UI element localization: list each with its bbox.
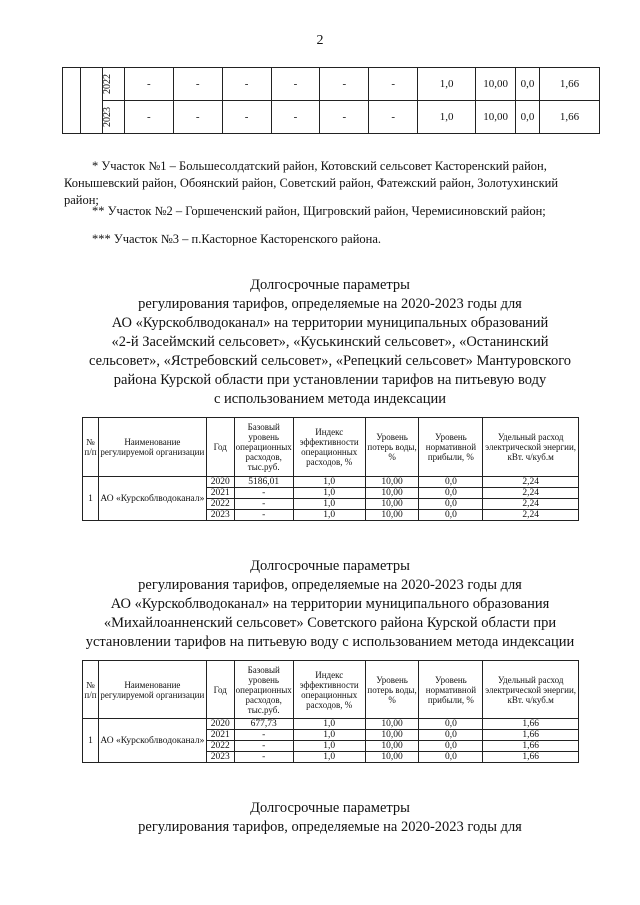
base-cell: 5186,01 [234,477,293,488]
year-cell: 2021 [206,730,234,741]
base-cell: - [234,741,293,752]
table-row [63,101,600,134]
table-row [83,477,579,488]
table-row [83,719,579,730]
base-cell: - [234,752,293,763]
energy-cell: 1,66 [483,752,579,763]
footnote-3: *** Участок №3 – п.Касторное Касторенского района. [92,232,382,246]
footnote-2: ** Участок №2 – Горшеченский район, Щигровский район, Черемисиновский район; [92,204,546,218]
loss-cell: 10,00 [365,510,419,521]
value-cell: 0,0 [516,101,540,134]
table-row [63,68,600,101]
col-header: Уровень потерь воды, % [365,418,419,477]
col-header: Индекс эффективности операционных расходов, % [293,418,365,477]
profit-cell: 0,0 [419,488,483,499]
base-cell: 677,73 [234,719,293,730]
year-cell: 2020 [206,719,234,730]
year-cell: 2022 [206,499,234,510]
index-cell: 1,0 [293,752,365,763]
col-header: Уровень потерь воды, % [365,661,419,719]
col-header: № п/п [83,418,99,477]
energy-cell: 2,24 [483,499,579,510]
value-cell: - [320,101,369,134]
index-cell: 1,0 [293,719,365,730]
value-cell: 1,0 [418,68,476,101]
index-cell: 1,0 [293,499,365,510]
top-continuation-table [62,67,600,134]
index-cell: 1,0 [293,488,365,499]
index-cell: 1,0 [293,510,365,521]
loss-cell: 10,00 [365,730,419,741]
value-cell: 0,0 [516,68,540,101]
col-header: Наименование регулируемой организации [98,661,206,719]
value-cell: - [124,101,173,134]
section3-title: Долгосрочные параметры регулирования тарифов, определяемые на 2020-2023 годы для [138,800,522,835]
base-cell: - [234,488,293,499]
year-cell: 2023 [206,752,234,763]
col-header: Базовый уровень операционных расходов, тыс.руб. [234,418,293,477]
loss-cell: 10,00 [365,477,419,488]
table-header-row [83,418,579,477]
col-header: Уровень нормативной прибыли, % [419,418,483,477]
value-cell: - [173,68,222,101]
year-cell: 2022 [102,68,124,101]
profit-cell: 0,0 [419,730,483,741]
index-cell: 1,0 [293,477,365,488]
profit-cell: 0,0 [419,499,483,510]
col-header: Удельный расход электрической энергии, кВт. ч/куб.м [483,418,579,477]
profit-cell: 0,0 [419,719,483,730]
value-cell: - [124,68,173,101]
empty-cell [80,68,102,134]
value-cell: - [173,101,222,134]
energy-cell: 1,66 [483,741,579,752]
page-number: 2 [316,33,324,48]
footnote-1: * Участок №1 – Большесолдатский район, Котовский сельсовет Касторенский район, Конышевский район, Обоянский район, Советский район, Фатежский район, Золотухинский район; [64,159,559,207]
col-header: Индекс эффективности операционных расходов, % [293,661,365,719]
base-cell: - [234,510,293,521]
col-header: Год [206,661,234,719]
value-cell: - [369,101,418,134]
energy-cell: 2,24 [483,510,579,521]
col-header: Наименование регулируемой организации [98,418,206,477]
value-cell: 1,0 [418,101,476,134]
value-cell: - [222,68,271,101]
energy-cell: 2,24 [483,488,579,499]
energy-cell: 1,66 [483,730,579,741]
loss-cell: 10,00 [365,741,419,752]
energy-cell: 1,66 [483,719,579,730]
row-number: 1 [83,477,99,521]
value-cell: - [271,101,320,134]
value-cell: - [320,68,369,101]
value-cell: - [271,68,320,101]
col-header: Год [206,418,234,477]
col-header: Уровень нормативной прибыли, % [419,661,483,719]
base-cell: - [234,499,293,510]
row-number: 1 [83,719,99,763]
index-cell: 1,0 [293,730,365,741]
value-cell: 10,00 [476,68,516,101]
value-cell: 1,66 [540,101,600,134]
value-cell: - [369,68,418,101]
section1-params-table [82,417,579,521]
org-name: АО «Курскоблводоканал» [98,477,206,521]
base-cell: - [234,730,293,741]
loss-cell: 10,00 [365,719,419,730]
value-cell: - [222,101,271,134]
loss-cell: 10,00 [365,499,419,510]
year-cell: 2022 [206,741,234,752]
profit-cell: 0,0 [419,752,483,763]
profit-cell: 0,0 [419,741,483,752]
year-cell: 2021 [206,488,234,499]
section1-title: Долгосрочные параметры регулирования тарифов, определяемые на 2020-2023 годы для АО «Курскоблводоканал» на территории муниципальных образований «2-й Засеймский сельсовет», «Куськинский сельсовет», «Останинский сельсовет», «Ястребовский сельсовет», «Репецкий сельсовет» Мантуровского района Курской области при установлении тарифов на питьевую воду с использованием метода индексации [88,277,572,407]
col-header: Удельный расход электрической энергии, кВт. ч/куб.м [483,661,579,719]
loss-cell: 10,00 [365,752,419,763]
energy-cell: 2,24 [483,477,579,488]
profit-cell: 0,0 [419,477,483,488]
profit-cell: 0,0 [419,510,483,521]
year-cell: 2023 [206,510,234,521]
table-header-row [83,661,579,719]
index-cell: 1,0 [293,741,365,752]
col-header: Базовый уровень операционных расходов, тыс.руб. [234,661,293,719]
value-cell: 10,00 [476,101,516,134]
col-header: № п/п [83,661,99,719]
loss-cell: 10,00 [365,488,419,499]
org-name: АО «Курскоблводоканал» [98,719,206,763]
empty-cell [63,68,81,134]
section2-title: Долгосрочные параметры регулирования тарифов, определяемые на 2020-2023 годы для АО «Курскоблводоканал» на территории муниципального образования «Михайлоанненский сельсовет» Советского района Курской области при установлении тарифов на питьевую воду с использованием метода индексации [85,558,575,650]
year-cell: 2023 [102,101,124,134]
year-cell: 2020 [206,477,234,488]
section2-params-table [82,660,579,763]
value-cell: 1,66 [540,68,600,101]
